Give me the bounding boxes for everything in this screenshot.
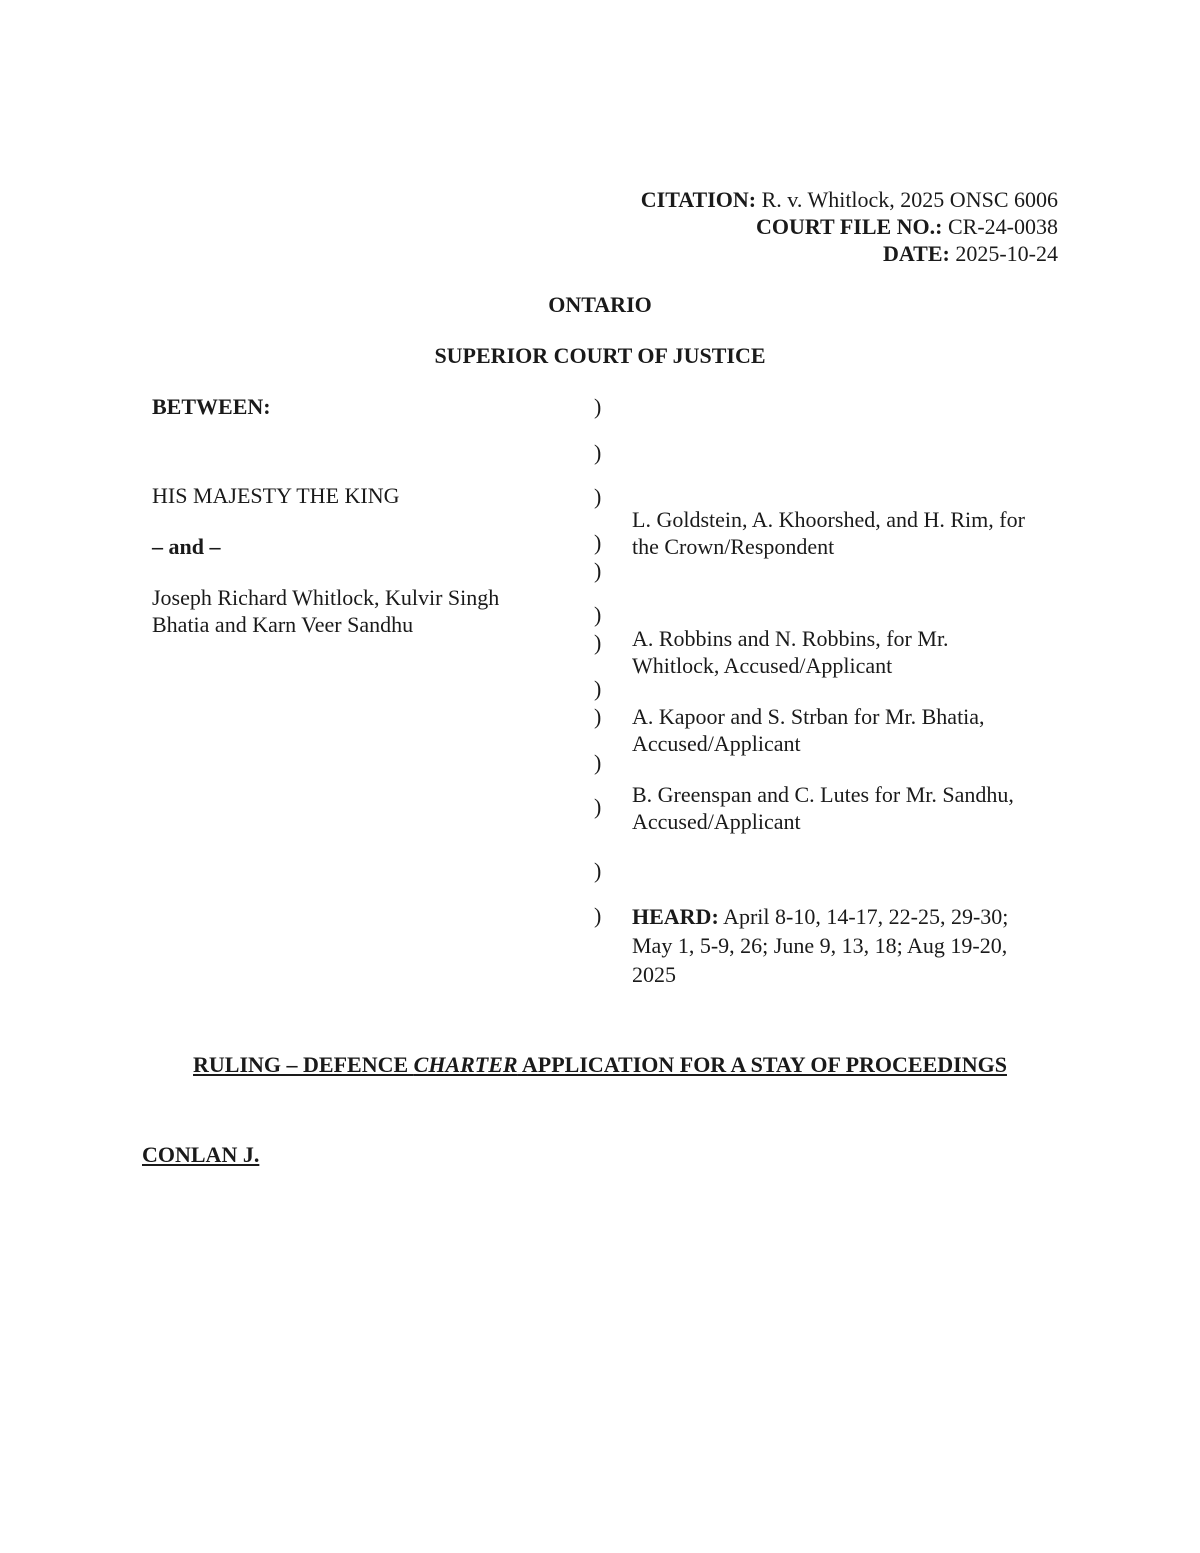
court-file-line xyxy=(756,214,1058,240)
heard-dates-part1: April 8-10, 14-17, 22-25, 29-30; xyxy=(718,904,1009,929)
heard-line3: 2025 xyxy=(632,962,676,987)
crown-counsel-line1: L. Goldstein, A. Khoorshed, and H. Rim, for xyxy=(632,507,1025,532)
heard-line1 xyxy=(632,903,1008,930)
paren-mark: ) xyxy=(594,794,602,819)
sandhu-counsel-line2: Accused/Applicant xyxy=(632,809,801,834)
crown-counsel-line2: the Crown/Respondent xyxy=(632,534,835,559)
date-label: DATE: xyxy=(883,241,950,266)
jurisdiction-title: ONTARIO xyxy=(548,292,652,317)
bhatia-counsel-line2: Accused/Applicant xyxy=(632,731,801,756)
citation-label: CITATION: xyxy=(640,187,757,212)
court-title: SUPERIOR COURT OF JUSTICE xyxy=(434,343,766,368)
paren-mark: ) xyxy=(594,484,602,509)
paren-mark: ) xyxy=(594,630,602,655)
paren-mark: ) xyxy=(594,394,602,419)
date-value: 2025-10-24 xyxy=(955,241,1058,266)
paren-mark: ) xyxy=(594,530,602,555)
ruling-title-part2: APPLICATION FOR A STAY OF PROCEEDINGS xyxy=(517,1052,1007,1077)
heard-label: HEARD: xyxy=(632,904,719,929)
paren-mark: ) xyxy=(594,903,602,928)
accused-party-line1: Joseph Richard Whitlock, Kulvir Singh xyxy=(152,585,500,610)
ruling-title-part1: RULING – DEFENCE xyxy=(193,1052,414,1077)
paren-mark: ) xyxy=(594,750,602,775)
paren-mark: ) xyxy=(594,704,602,729)
ruling-title xyxy=(0,1052,1200,1078)
ruling-title-charter: CHARTER xyxy=(413,1052,518,1077)
accused-party-line2: Bhatia and Karn Veer Sandhu xyxy=(152,612,414,637)
paren-mark: ) xyxy=(594,440,602,465)
citation-line xyxy=(641,187,1058,213)
court-file-label: COURT FILE NO.: xyxy=(756,214,943,239)
paren-mark: ) xyxy=(594,602,602,627)
crown-party: HIS MAJESTY THE KING xyxy=(152,483,400,508)
whitlock-counsel-line2: Whitlock, Accused/Applicant xyxy=(632,653,893,678)
judge-name: CONLAN J. xyxy=(142,1142,260,1167)
citation-value: R. v. Whitlock, 2025 ONSC 6006 xyxy=(761,187,1058,212)
paren-mark: ) xyxy=(594,676,602,701)
whitlock-counsel-line1: A. Robbins and N. Robbins, for Mr. xyxy=(632,626,949,651)
and-separator: – and – xyxy=(152,534,221,559)
sandhu-counsel-line1: B. Greenspan and C. Lutes for Mr. Sandhu, xyxy=(632,782,1014,807)
paren-mark: ) xyxy=(594,858,602,883)
bhatia-counsel-line1: A. Kapoor and S. Strban for Mr. Bhatia, xyxy=(632,704,985,729)
court-file-value: CR-24-0038 xyxy=(948,214,1058,239)
between-label: BETWEEN: xyxy=(152,394,271,419)
date-line xyxy=(883,241,1058,267)
heard-line2: May 1, 5-9, 26; June 9, 13, 18; Aug 19-20, xyxy=(632,933,1008,958)
paren-mark: ) xyxy=(594,558,602,583)
